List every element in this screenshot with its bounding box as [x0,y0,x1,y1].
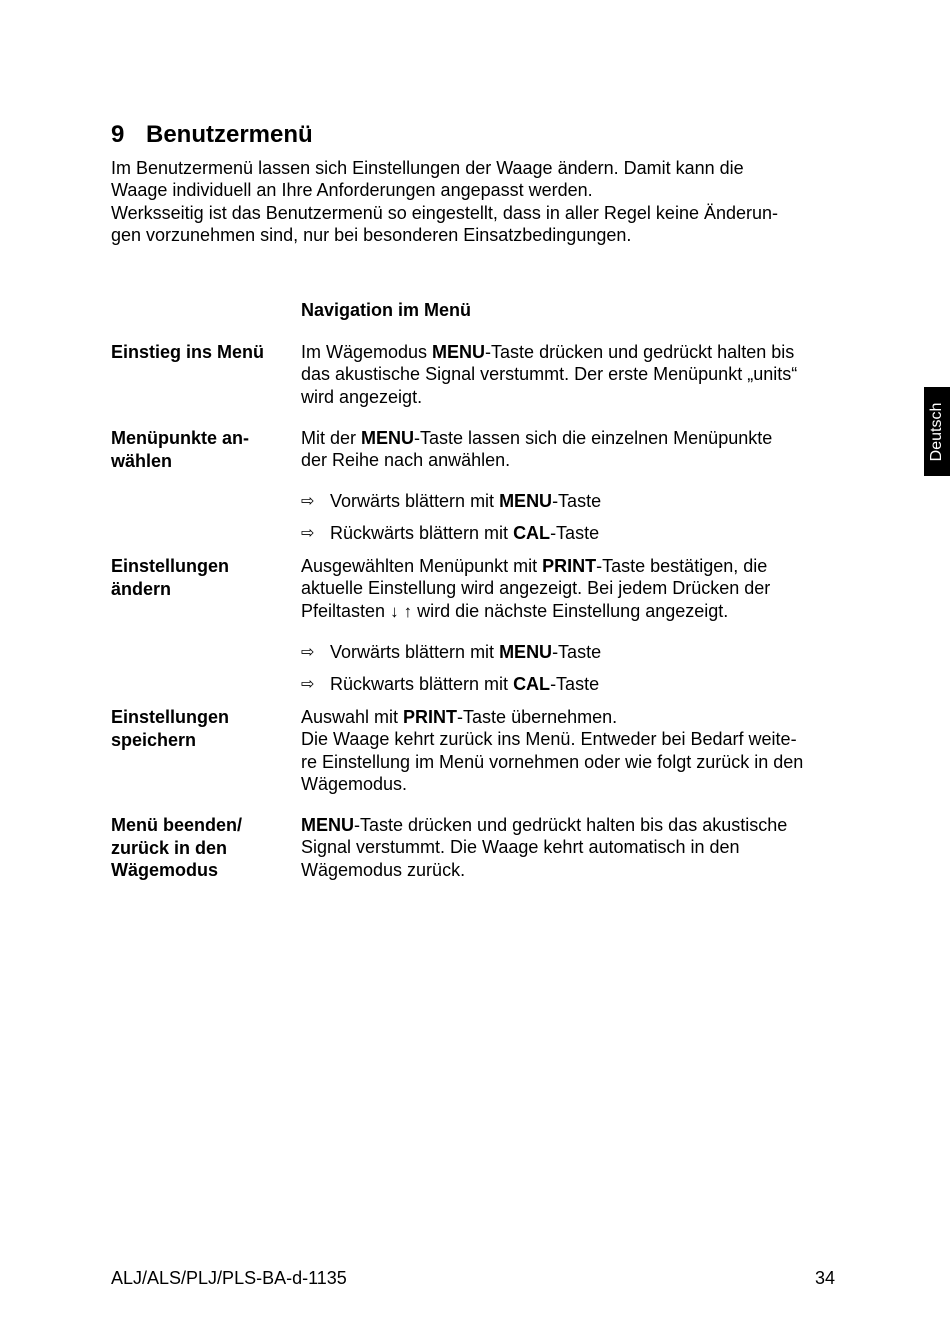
text-fragment: Auswahl mit [301,707,404,727]
row-text-speichern [301,706,846,796]
text-line: Wägemodus zurück. [301,859,466,880]
label-line: Einstellungen [111,556,230,576]
text-fragment: -Taste drücken und gedrückt halten bis [485,342,795,362]
label-line: Wägemodus [111,860,219,881]
intro-line: gen vorzunehmen sind, nur bei besonderen Einsatzbedingungen. [111,225,632,246]
label-line: Menü beenden/ [111,815,243,835]
arrow-right-icon: ⇨ [301,644,315,661]
text-line: Wägemodus. [301,774,408,795]
arrow-down-icon: ↓ [390,601,399,621]
section-heading [111,121,313,149]
row-label-anwaehlen [111,427,286,472]
text-fragment: Mit der [301,428,362,448]
row-label-speichern [111,706,286,751]
arrow-right-icon: ⇨ [301,676,315,693]
text-fragment: -Taste [550,523,600,543]
arrow-right-icon: ⇨ [301,525,315,542]
key-name: MENU [432,342,486,362]
text-line [301,706,846,728]
footer-doc-id: ALJ/ALS/PLJ/PLS-BA-d-1135 [111,1268,347,1288]
text-line: aktuelle Einstellung wird angezeigt. Bei jedem Drücken der [301,578,771,599]
intro-line: Werksseitig ist das Benutzermenü so eingestellt, dass in aller Regel keine Änderun- [111,202,779,223]
key-name: MENU [361,428,415,448]
intro-line: Im Benutzermenü lassen sich Einstellungen der Waage ändern. Damit kann die [111,158,744,178]
row-label-einstieg: Einstieg ins Menü [111,342,265,362]
section-title: Benutzermenü [146,121,313,148]
bullet-item [301,490,601,513]
footer-page-number: 34 [815,1268,836,1288]
text-line: Die Waage kehrt zurück ins Menü. Entweder bei Bedarf weite- [301,729,797,750]
arrow-up-icon: ↑ [403,601,413,621]
bullet-item [301,641,601,664]
text-fragment: -Taste bestätigen, die [596,556,768,576]
text-fragment: wird die nächste Einstellung angezeigt. [412,600,729,621]
text-fragment: -Taste lassen sich die einzelnen Menüpunkte [414,428,773,448]
label-line: ändern [111,578,172,599]
text-line: re Einstellung im Menü vornehmen oder wie folgt zurück in den [301,751,804,772]
text-fragment: Rückwarts blättern mit [330,674,514,694]
row-label-beenden [111,814,286,882]
label-line: Einstellungen [111,707,230,727]
section-number: 9 [111,121,125,148]
text-fragment: -Taste [552,491,602,511]
text-fragment: Vorwärts blättern mit [330,491,500,511]
key-name: PRINT [403,707,458,727]
bullet-item [301,673,599,696]
text-fragment: -Taste drücken und gedrückt halten bis das akustische [354,815,788,835]
key-name: PRINT [542,556,597,576]
key-name: MENU [499,642,553,662]
text-fragment: -Taste [552,642,602,662]
key-name: CAL [513,674,551,694]
key-name: CAL [513,523,551,543]
row-text-anwaehlen [301,427,846,472]
label-line: wählen [111,450,173,471]
key-name: MENU [499,491,553,511]
label-line: Menüpunkte an- [111,428,249,448]
language-tab-label: Deutsch [928,402,945,461]
text-line: Signal verstummt. Die Waage kehrt automatisch in den [301,837,740,858]
table-heading: Navigation im Menü [301,300,472,320]
text-fragment: Vorwärts blättern mit [330,642,500,662]
text-line: der Reihe nach anwählen. [301,450,511,471]
text-line: wird angezeigt. [301,386,423,407]
label-line: zurück in den [111,837,228,858]
bullet-item [301,522,599,545]
text-line [301,814,846,836]
text-fragment: -Taste [550,674,600,694]
text-fragment: -Taste übernehmen. [457,707,618,727]
intro-line: Waage individuell an Ihre Anforderungen angepasst werden. [111,180,593,201]
text-line: das akustische Signal verstummt. Der erste Menüpunkt „units“ [301,364,798,385]
language-tab [924,387,950,476]
text-fragment: Pfeiltasten [301,600,391,621]
row-text-beenden [301,814,846,881]
text-fragment: Rückwärts blättern mit [330,523,514,543]
text-line [301,555,846,577]
label-line: speichern [111,729,197,750]
arrow-right-icon: ⇨ [301,493,315,510]
row-text-aendern [301,555,846,623]
text-line [301,341,846,363]
key-name: MENU [301,815,354,835]
intro-paragraph [111,157,846,247]
row-label-aendern [111,555,286,600]
text-fragment: Im Wägemodus [301,342,433,362]
text-line [301,427,846,449]
text-fragment: Ausgewählten Menüpunkt mit [301,556,543,576]
text-line [301,600,846,623]
row-text-einstieg [301,341,846,408]
